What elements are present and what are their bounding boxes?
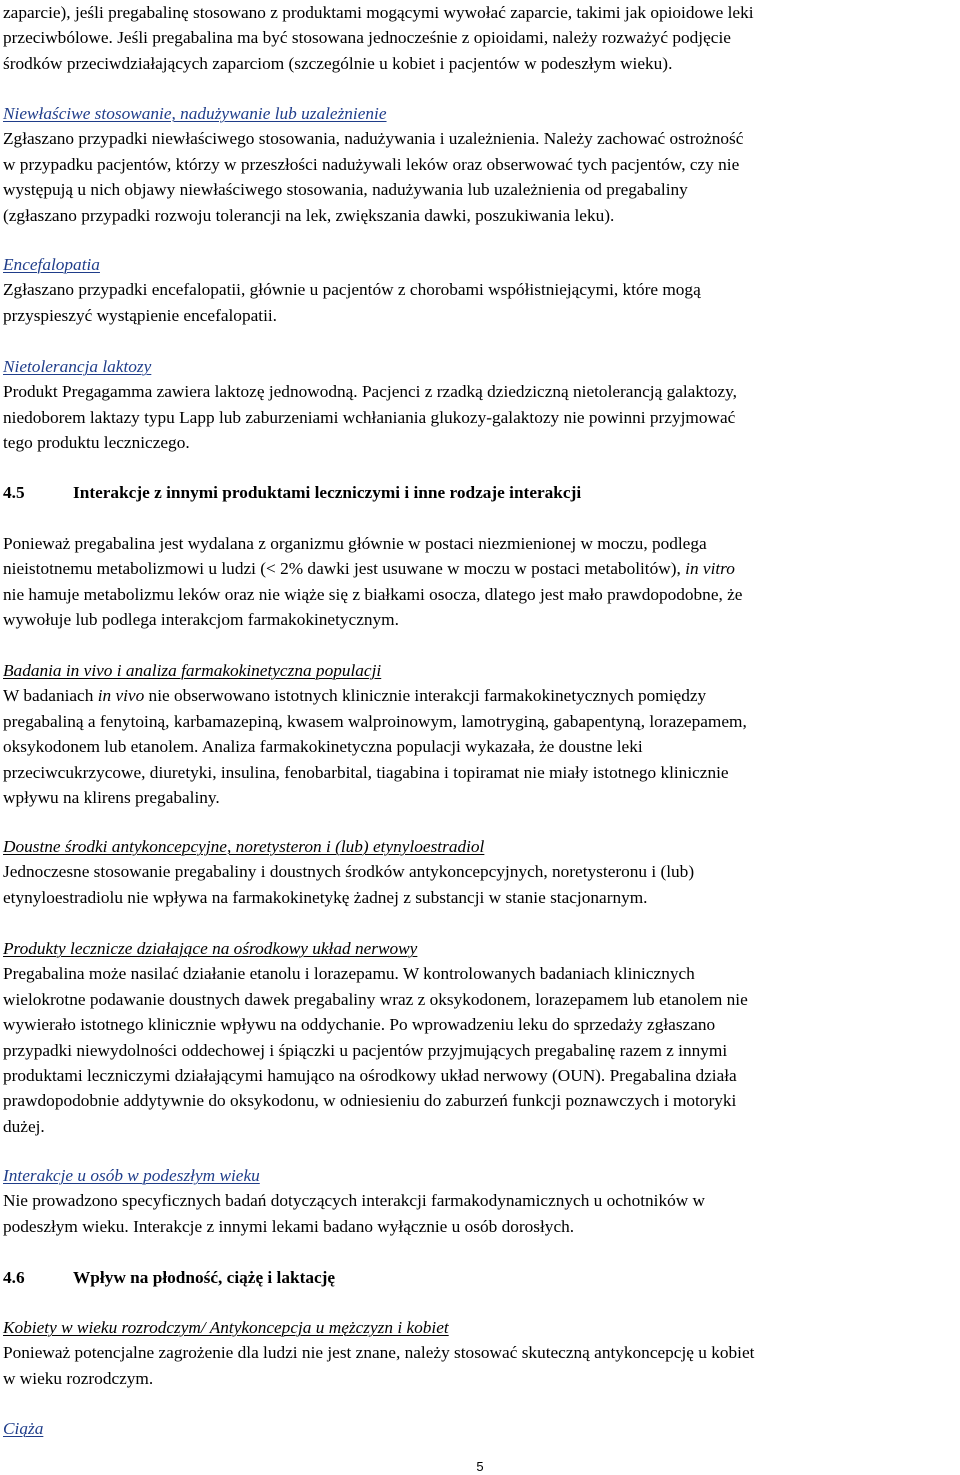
text-line: etynyloestradiolu nie wpływa na farmakokinetykę żadnej z substancji w stanie stacjonarnym. bbox=[3, 887, 648, 907]
text-span: nieistotnemu metabolizmowi u ludzi (< 2% dawki jest usuwane w moczu w postaci metabolitów), bbox=[3, 559, 686, 579]
text-line: wpływu na klirens pregabaliny. bbox=[3, 787, 220, 807]
interactions-intro-paragraph bbox=[3, 531, 958, 633]
text-line: Zgłaszano przypadki encefalopatii, głównie u pacjentów z chorobami współistniejącymi, które mogą bbox=[3, 280, 701, 300]
text-line: przyspieszyć wystąpienie encefalopatii. bbox=[3, 305, 277, 325]
misuse-section bbox=[3, 101, 958, 228]
intro-paragraph bbox=[3, 0, 958, 76]
text-line bbox=[3, 683, 958, 708]
contraceptives-section bbox=[3, 834, 958, 910]
text-line: Nie prowadzono specyficznych badań dotyczących interakcji farmakodynamicznych u ochotników w bbox=[3, 1191, 706, 1211]
text-line: przypadki niewydolności oddechowej i śpiączki u pacjentów przyjmujących pregabalinę razem z innymi bbox=[3, 1040, 728, 1060]
text-line: Produkt Pregagamma zawiera laktozę jednowodną. Pacjenci z rzadką dziedziczną nietolerancją galaktozy, bbox=[3, 382, 737, 402]
subheading-pregnancy: Ciąża bbox=[3, 1419, 44, 1438]
text-line: (zgłaszano przypadki rozwoju tolerancji na lek, zwiększania dawki, poszukiwania leku). bbox=[3, 205, 615, 225]
subheading-cns: Produkty lecznicze działające na ośrodkowy układ nerwowy bbox=[3, 939, 418, 958]
section-heading-4-6 bbox=[3, 1265, 958, 1290]
section-title: Wpływ na płodność, ciążę i laktację bbox=[73, 1268, 336, 1287]
fertility-section bbox=[3, 1315, 958, 1391]
subheading-misuse: Niewłaściwe stosowanie, nadużywanie lub uzależnienie bbox=[3, 104, 387, 123]
text-line: nie hamuje metabolizmu leków oraz nie wiąże się z białkami osocza, dlatego jest mało prawdopodobne, że bbox=[3, 584, 743, 604]
text-line: środków przeciwdziałających zaparciom (szczególnie u kobiet i pacjentów w podeszłym wieku). bbox=[3, 53, 673, 73]
section-heading-4-5 bbox=[3, 480, 958, 505]
page-number: 5 bbox=[476, 1459, 484, 1474]
section-number: 4.6 bbox=[3, 1268, 25, 1287]
text-line: pregabaliną a fenytoiną, karbamazepiną, kwasem walproinowym, lamotryginą, gabapentyną, lorazepamem, bbox=[3, 711, 747, 731]
text-line: przeciwbólowe. Jeśli pregabalina ma być stosowana jednocześnie z opioidami, należy rozważyć podjęcie bbox=[3, 28, 731, 48]
text-line: oksykodonem lub etanolem. Analiza farmakokinetyczna populacji wykazała, że doustne leki bbox=[3, 737, 643, 757]
text-span: nie obserwowano istotnych klinicznie interakcji farmakokinetycznych pomiędzy bbox=[144, 686, 707, 706]
encephalopathy-section bbox=[3, 252, 958, 328]
invivo-section bbox=[3, 658, 958, 810]
text-line: w wieku rozrodczym. bbox=[3, 1368, 154, 1388]
text-line: produktami leczniczymi działającymi hamująco na ośrodkowy układ nerwowy (OUN). Pregabalina działa bbox=[3, 1065, 737, 1085]
text-line: Ponieważ potencjalne zagrożenie dla ludzi nie jest znane, należy stosować skuteczną antykoncepcję u kobiet bbox=[3, 1343, 755, 1363]
subheading-contraceptives: Doustne środki antykoncepcyjne, noretysteron i (lub) etynyloestradiol bbox=[3, 837, 485, 856]
text-line: Pregabalina może nasilać działanie etanolu i lorazepamu. W kontrolowanych badaniach klinicznych bbox=[3, 964, 695, 984]
text-line: Jednoczesne stosowanie pregabaliny i doustnych środków antykoncepcyjnych, noretysteronu i (lub) bbox=[3, 862, 695, 882]
subheading-lactose: Nietolerancja laktozy bbox=[3, 357, 152, 376]
text-line: dużej. bbox=[3, 1116, 45, 1136]
text-line: występują u nich objawy niewłaściwego stosowania, nadużywania lub uzależnienia od pregabaliny bbox=[3, 180, 688, 200]
text-line: podeszłym wieku. Interakcje z innymi lekami badano wyłącznie u osób dorosłych. bbox=[3, 1216, 575, 1236]
text-line: wywierało istotnego klinicznie wpływu na oddychanie. Po wprowadzeniu leku do sprzedaży zgłaszano bbox=[3, 1015, 716, 1035]
text-span: W badaniach bbox=[3, 686, 98, 706]
italic-span: in vitro bbox=[685, 559, 735, 579]
text-line: Ponieważ pregabalina jest wydalana z organizmu głównie w postaci niezmienionej w moczu, podlega bbox=[3, 534, 707, 553]
italic-span: in vivo bbox=[97, 686, 145, 706]
text-line: przeciwcukrzycowe, diuretyki, insulina, fenobarbital, tiagabina i topiramat nie miały istotnego klinicznie bbox=[3, 762, 729, 782]
text-line: niedoborem laktazy typu Lapp lub zaburzeniami wchłaniania glukozy-galaktozy nie powinni przyjmować bbox=[3, 407, 736, 427]
text-line: Zgłaszano przypadki niewłaściwego stosowania, nadużywania i uzależnienia. Należy zachować ostrożność bbox=[3, 129, 744, 149]
subheading-fertility: Kobiety w wieku rozrodczym/ Antykoncepcja u mężczyzn i kobiet bbox=[3, 1318, 449, 1337]
subheading-encephalopathy: Encefalopatia bbox=[3, 255, 100, 274]
subheading-invivo: Badania in vivo i analiza farmakokinetyczna populacji bbox=[3, 661, 382, 680]
text-line: prawdopodobnie addytywnie do oksykodonu, w odniesieniu do zaburzeń funkcji poznawczych i motoryki bbox=[3, 1091, 737, 1111]
pregnancy-section bbox=[3, 1416, 958, 1441]
elderly-section bbox=[3, 1163, 958, 1239]
text-line: w przypadku pacjentów, którzy w przeszłości nadużywali leków oraz obserwować tych pacjentów, czy nie bbox=[3, 154, 740, 174]
lactose-section bbox=[3, 354, 958, 456]
text-line: wywołuje lub podlega interakcjom farmakokinetycznym. bbox=[3, 610, 399, 630]
subheading-elderly: Interakcje u osób w podeszłym wieku bbox=[3, 1166, 260, 1185]
section-number: 4.5 bbox=[3, 483, 25, 502]
text-line: tego produktu leczniczego. bbox=[3, 433, 190, 453]
cns-section bbox=[3, 936, 958, 1139]
text-line: zaparcie), jeśli pregabalinę stosowano z produktami mogącymi wywołać zaparcie, takimi jak opioidowe leki bbox=[3, 3, 754, 22]
text-line: wielokrotne podawanie doustnych dawek pregabaliny wraz z oksykodonem, lorazepamem lub etanolem nie bbox=[3, 989, 748, 1009]
text-line bbox=[3, 556, 958, 581]
section-title: Interakcje z innymi produktami leczniczymi i inne rodzaje interakcji bbox=[73, 483, 582, 502]
